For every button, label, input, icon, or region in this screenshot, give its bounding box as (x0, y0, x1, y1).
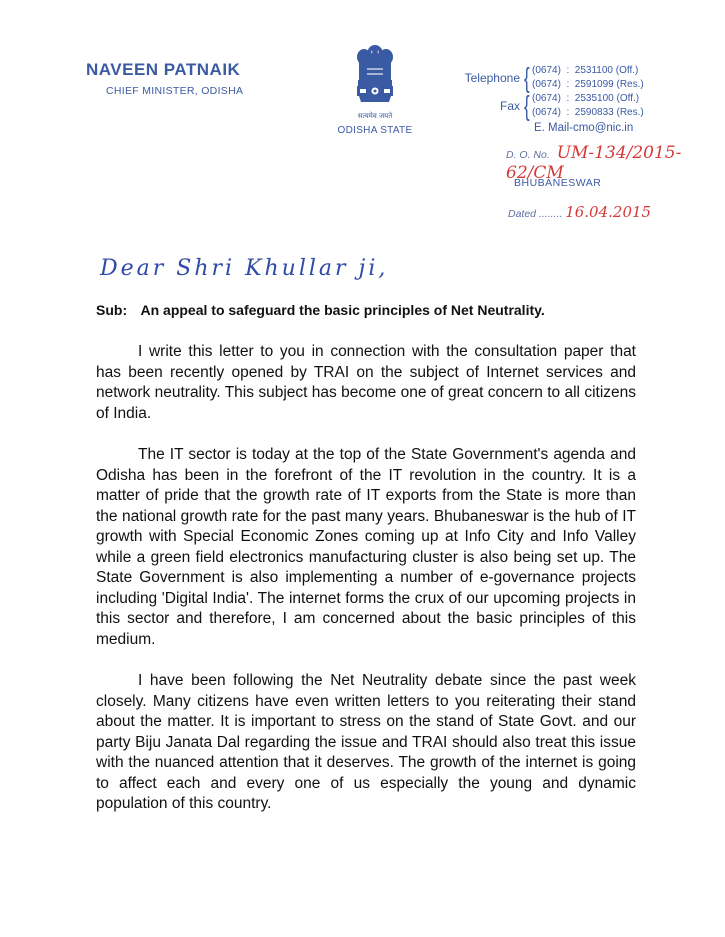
emblem-label: ODISHA STATE (337, 125, 413, 136)
email-address: E. Mail-cmo@nic.in (534, 122, 634, 134)
do-label: D. O. No. (506, 149, 550, 161)
subject-label: Sub: (96, 302, 128, 318)
telephone-residence: (0674) : 2591099 (Res.) (532, 79, 644, 90)
dated-line (508, 203, 651, 221)
fax-office: (0674) : 2535100 (Off.) (532, 93, 640, 104)
subject-line (96, 302, 545, 318)
sender-name: NAVEEN PATNAIK (86, 60, 241, 79)
dated-value: 16.04.2015 (565, 203, 652, 221)
brace-icon: { (524, 90, 530, 121)
do-number: UM-134/2015-62/CM (506, 143, 682, 183)
sender-block (86, 60, 243, 97)
telephone-label: Telephone (464, 71, 520, 85)
fax-residence: (0674) : 2590833 (Res.) (532, 107, 644, 118)
emblem-motto: सत्यमेव जयते (357, 112, 393, 120)
telephone-office: (0674) : 2531100 (Off.) (532, 65, 639, 76)
telephone-row (458, 64, 644, 92)
fax-label: Fax (499, 99, 520, 113)
letter-body (96, 342, 636, 836)
body-paragraph: The IT sector is today at the top of the State Government's agenda and Odisha has been in the forefront of the IT revolution in the country. It is a matter of pride that the growth rate of IT exports from the State is more than the national growth rate for the past many years. Bhubaneswar is the hub of IT growth with Special Economic Zones coming up at Info City and Info Valley while a green field electronics manufacturing cluster is also being set up. The State Government is also implementing a number of e-governance projects including 'Digital India'. The internet forms the crux of our upcoming projects in this sector and therefore, I am concerned about the basic principles of this medium. (96, 446, 636, 648)
state-emblem (330, 40, 420, 136)
emblem-icon (353, 40, 397, 114)
dated-label: Dated ........ (508, 208, 563, 220)
body-paragraph: I write this letter to you in connection with the consultation paper that has been recently opened by TRAI on the subject of Internet services and network neutrality. This subject has become one of great concern to all citizens of India. (96, 343, 636, 422)
contact-block (458, 64, 644, 134)
sender-title: CHIEF MINISTER, ODISHA (106, 85, 244, 97)
city: BHUBANESWAR (514, 177, 602, 189)
salutation: Dear Shri Khullar ji, (100, 256, 389, 281)
brace-icon: { (524, 62, 530, 93)
body-paragraph: I have been following the Net Neutrality debate since the past week closely. Many citizens have even written letters to you reiterating their stand about the matter. It is important to stress on the stand of State Govt. and our party Biju Janata Dal regarding the issue and TRAI should also treat this issue with the nuanced attention that it deserves. The growth of the internet is going to affect each and every one of us especially the young and dynamic population of this country. (96, 672, 636, 812)
subject-text: An appeal to safeguard the basic principles of Net Neutrality. (140, 302, 545, 318)
fax-row (458, 92, 644, 120)
